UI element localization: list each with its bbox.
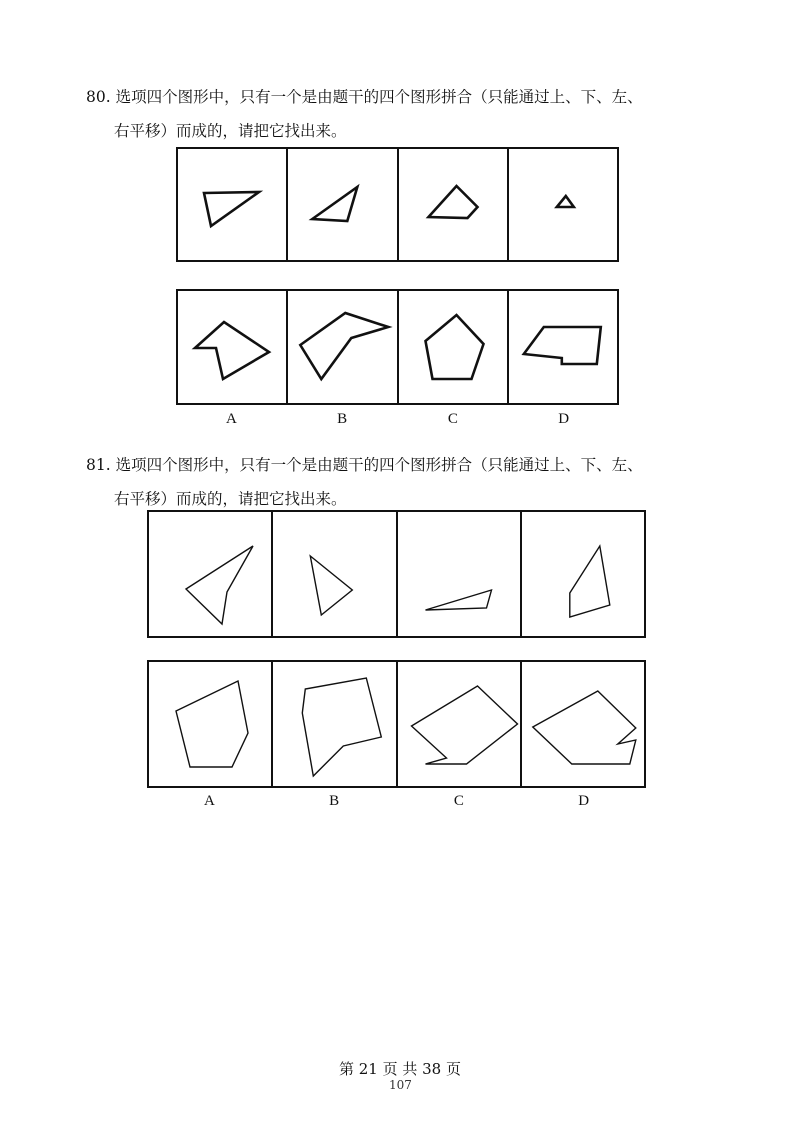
polygon-figure <box>425 590 491 610</box>
q80-stem-cell-4-figure <box>509 149 617 260</box>
question-80-options-row <box>176 289 619 405</box>
q80-option-label-d: D <box>558 411 570 427</box>
q81-option-label-a: A <box>203 793 215 809</box>
polygon-figure <box>195 322 269 379</box>
q81-option-label-c: C <box>453 793 464 809</box>
polygon-figure <box>311 556 353 615</box>
page-count-label: 第 21 页 共 38 页 <box>338 1060 461 1078</box>
q80-option-label-a: A <box>225 411 237 427</box>
q81-stem-cell-1-figure <box>149 512 271 636</box>
polygon-figure <box>533 691 636 764</box>
q81-option-a-figure <box>149 662 271 786</box>
polygon-figure <box>186 546 253 624</box>
question-80-stem-row <box>176 147 619 262</box>
question-81-line-2: 右平移）而成的，请把它找出来。 <box>114 490 347 508</box>
polygon-figure <box>303 678 382 776</box>
q81-stem-cell-3 <box>398 512 522 636</box>
question-81-line-1: 81. 选项四个图形中，只有一个是由题干的四个图形拼合（只能通过上、下、左、 <box>86 456 643 474</box>
question-80-line-2: 右平移）而成的，请把它找出来。 <box>114 122 347 140</box>
q80-option-d[interactable] <box>509 291 617 403</box>
q80-option-c[interactable] <box>399 291 509 403</box>
question-81-option-labels <box>147 793 646 810</box>
q80-option-b[interactable] <box>288 291 398 403</box>
question-81-text <box>86 448 726 516</box>
polygon-figure <box>176 681 248 767</box>
q81-option-a[interactable] <box>149 662 273 786</box>
q80-option-a[interactable] <box>178 291 288 403</box>
q80-stem-cell-4 <box>509 149 617 260</box>
q80-stem-cell-2-figure <box>288 149 396 260</box>
q80-stem-cell-2 <box>288 149 398 260</box>
q81-stem-cell-2-figure <box>273 512 395 636</box>
polygon-figure <box>301 313 389 379</box>
question-80-text <box>86 80 726 148</box>
q80-stem-cell-1-figure <box>178 149 286 260</box>
polygon-figure <box>204 192 259 226</box>
q81-option-b[interactable] <box>273 662 397 786</box>
polygon-figure <box>428 186 477 218</box>
q81-option-b-figure <box>273 662 395 786</box>
q80-option-label-c: C <box>447 411 458 427</box>
q81-stem-cell-1 <box>149 512 273 636</box>
polygon-figure <box>313 187 358 221</box>
question-81-options-row <box>147 660 646 788</box>
question-80-option-labels <box>176 411 619 428</box>
q81-option-d[interactable] <box>522 662 644 786</box>
q81-stem-cell-4 <box>522 512 644 636</box>
q81-stem-cell-4-figure <box>522 512 644 636</box>
polygon-figure <box>524 327 601 364</box>
q80-stem-cell-1 <box>178 149 288 260</box>
q81-option-c[interactable] <box>398 662 522 786</box>
q80-option-label-b: B <box>337 411 348 427</box>
q80-option-a-figure <box>178 291 286 403</box>
question-80-line-1: 80. 选项四个图形中，只有一个是由题干的四个图形拼合（只能通过上、下、左、 <box>86 88 643 106</box>
q80-stem-cell-3 <box>399 149 509 260</box>
polygon-figure <box>557 196 574 207</box>
q81-option-label-b: B <box>329 793 340 809</box>
q81-stem-cell-3-figure <box>398 512 520 636</box>
q81-option-d-figure <box>522 662 644 786</box>
q80-option-c-figure <box>399 291 507 403</box>
q81-option-c-figure <box>398 662 520 786</box>
page-footer <box>0 1058 800 1092</box>
q80-option-b-figure <box>288 291 396 403</box>
q81-stem-cell-2 <box>273 512 397 636</box>
polygon-figure <box>411 686 517 764</box>
question-81-stem-row <box>147 510 646 638</box>
page-number: 107 <box>389 1078 412 1092</box>
q80-stem-cell-3-figure <box>399 149 507 260</box>
polygon-figure <box>570 546 610 617</box>
polygon-figure <box>425 315 483 379</box>
q81-option-label-d: D <box>578 793 590 809</box>
q80-option-d-figure <box>509 291 617 403</box>
